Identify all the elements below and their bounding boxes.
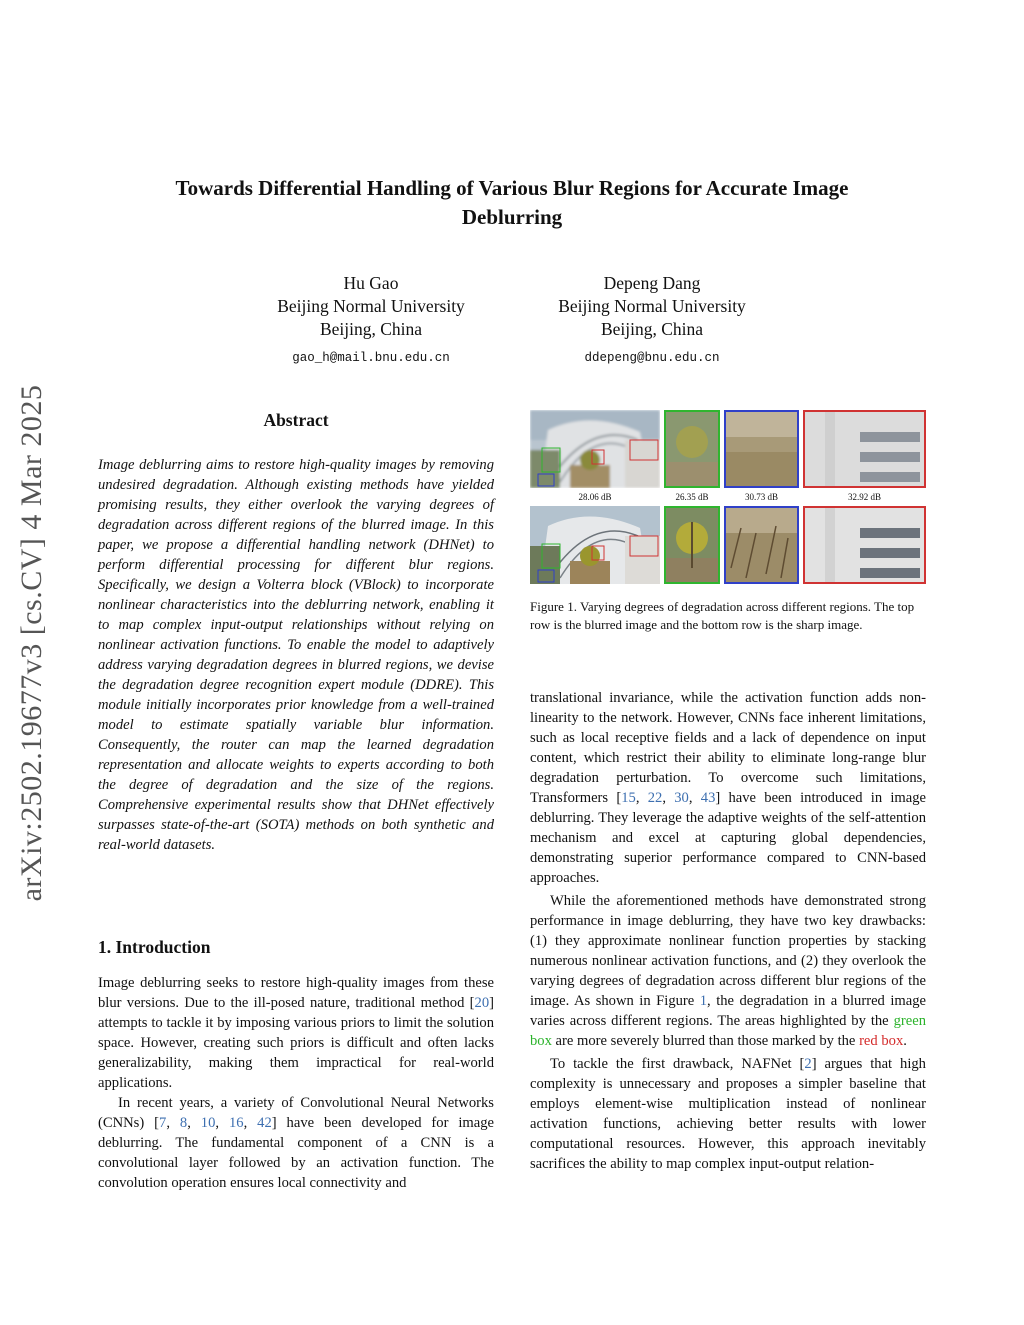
citation-link[interactable]: 7 <box>159 1115 167 1131</box>
author-email[interactable]: ddepeng@bnu.edu.cn <box>584 351 720 365</box>
author-affiliation: Beijing Normal University <box>558 296 746 316</box>
author-affiliation: Beijing Normal University <box>277 296 465 316</box>
figure-1 <box>530 410 926 634</box>
sharp-full-image <box>530 506 660 584</box>
sharp-green-crop <box>664 506 720 584</box>
blurred-green-crop <box>664 410 720 488</box>
figure-row-blurred <box>530 410 926 488</box>
citation-link[interactable]: 16 <box>228 1115 244 1131</box>
abstract-text <box>98 455 494 855</box>
citation-link[interactable]: 42 <box>257 1115 272 1131</box>
citation-link[interactable]: 10 <box>200 1115 216 1131</box>
intro-heading: 1. Introduction <box>98 937 211 957</box>
blurred-full-image <box>530 410 660 488</box>
blurred-blue-crop <box>724 410 799 488</box>
intro-left-column <box>98 973 494 1193</box>
intro-paragraph-2: In recent years, a variety of Convolutional Neural Networks (CNNs) [7, 8, 10, 16, 42] have been developed for image deblurring. The fundamental component of a CNN is a convolutional layer followed by an activation function. The convolution operation ensures local connectivity and <box>98 1095 495 1191</box>
intro-paragraph-5: To tackle the first drawback, NAFNet [2] argues that high complexity is unnecessary and proposes a simpler baseline that employs element-wise multiplication instead of nonlinear activation functions, achieving better results with lower computational resources. However, this approach inevitably sacrifices the ability to map complex input-output relation- <box>530 1056 926 1172</box>
green-box-text: green box <box>530 1013 926 1049</box>
psnr-label: 32.92 dB <box>847 492 881 502</box>
psnr-label: 28.06 dB <box>578 492 612 502</box>
sharp-blue-crop <box>724 506 799 584</box>
intro-right-column <box>530 688 926 1174</box>
citation-link[interactable]: 20 <box>474 995 490 1011</box>
title-line-2: Deblurring <box>461 205 563 229</box>
psnr-label: 30.73 dB <box>744 492 778 502</box>
figure-row-sharp <box>530 506 926 584</box>
psnr-row <box>530 490 926 504</box>
figure-link[interactable]: 1 <box>699 993 708 1009</box>
author-block-1 <box>241 272 501 370</box>
psnr-label: 26.35 dB <box>675 492 709 502</box>
arxiv-id: arXiv:2502.19677v3 [cs.CV] 4 Mar 2025 <box>15 384 48 901</box>
author-name: Depeng Dang <box>603 273 701 293</box>
red-box-text: red box <box>859 1033 904 1049</box>
abstract-body: Image deblurring aims to restore high-quality images by removing undesired degradation. Although existing methods have yielded promising results, they either overlook the varying degrees of degradation across different regions of the blurred image. In this paper, we propose a differential handling network (DHNet) to perform differential processing for different blur regions. Specifically, we design a Volterra block (VBlock) to incorporate nonlinear characteristics into the deblurring network, enabling it to map complex input-output relationships without relying on nonlinear activation functions. To enable the model to adaptively address varying degradation degrees in blurred regions, we devise the degradation degree recognition expert module (DDRE). This module initially incorporates prior knowledge from a well-trained model to estimate spatially variable blur information. Consequently, the router can map the learned degradation representation and allocate weights to experts according to both the degree of degradation and the size of the regions. Comprehensive experimental results show that DHNet effectively surpasses state-of-the-art (SOTA) methods on both synthetic and real-world datasets. <box>98 457 494 853</box>
citation-link[interactable]: 2 <box>804 1056 812 1072</box>
intro-paragraph-4: While the aforementioned methods have demonstrated strong performance in image deblurring, they have two key drawbacks: (1) they approximate nonlinear function properties by stacking numerous nonlinear activation functions, and (2) they overlook the varying degrees of degradation across different blur regions of the image. As shown in Figure 1, the degradation in a blurred image varies across different regions. The areas highlighted by the green box are more severely blurred than those marked by the red box. <box>530 893 926 1049</box>
arxiv-sidebar-stamp <box>12 355 52 930</box>
abstract-heading: Abstract <box>263 410 329 430</box>
author-location: Beijing, China <box>319 319 423 339</box>
citation-link[interactable]: 8 <box>179 1115 188 1131</box>
citation-link[interactable]: 15 <box>621 790 636 806</box>
intro-paragraph-1: Image deblurring seeks to restore high-quality images from these blur versions. Due to the ill-posed nature, traditional method [20] attempts to tackle it by imposing various priors to limit the solution space. However, creating such priors is difficult and often lacks generalizability, making them impractical for real-world applications. <box>98 975 494 1091</box>
title-line-1: Towards Differential Handling of Various Blur Regions for Accurate Image <box>175 176 849 200</box>
intro-paragraph-3: translational invariance, while the activation function adds non-linearity to the network. However, CNNs face inherent limitations, such as local receptive fields and a lack of dependence on input content, which restrict their ability to eliminate long-range blur degradation perturbation. To overcome such limitations, Transformers [15, 22, 30, 43] have been introduced in image deblurring. They leverage the adaptive weights of the self-attention mechanism and excel at capturing global dependencies, demonstrating superior performance compared to CNN-based approaches. <box>530 690 927 886</box>
citation-link[interactable]: 43 <box>700 790 716 806</box>
author-email[interactable]: gao_h@mail.bnu.edu.cn <box>292 351 450 365</box>
author-location: Beijing, China <box>600 319 704 339</box>
figure-caption: Figure 1. Varying degrees of degradation across different regions. The top row is the blurred image and the bottom row is the sharp image. <box>530 599 915 632</box>
paper-title <box>100 174 924 232</box>
citation-link[interactable]: 22 <box>647 790 663 806</box>
citation-link[interactable]: 30 <box>674 790 689 806</box>
blurred-red-crop <box>803 410 926 488</box>
sharp-red-crop <box>803 506 926 584</box>
author-name: Hu Gao <box>343 273 399 293</box>
author-block-2 <box>522 272 782 370</box>
